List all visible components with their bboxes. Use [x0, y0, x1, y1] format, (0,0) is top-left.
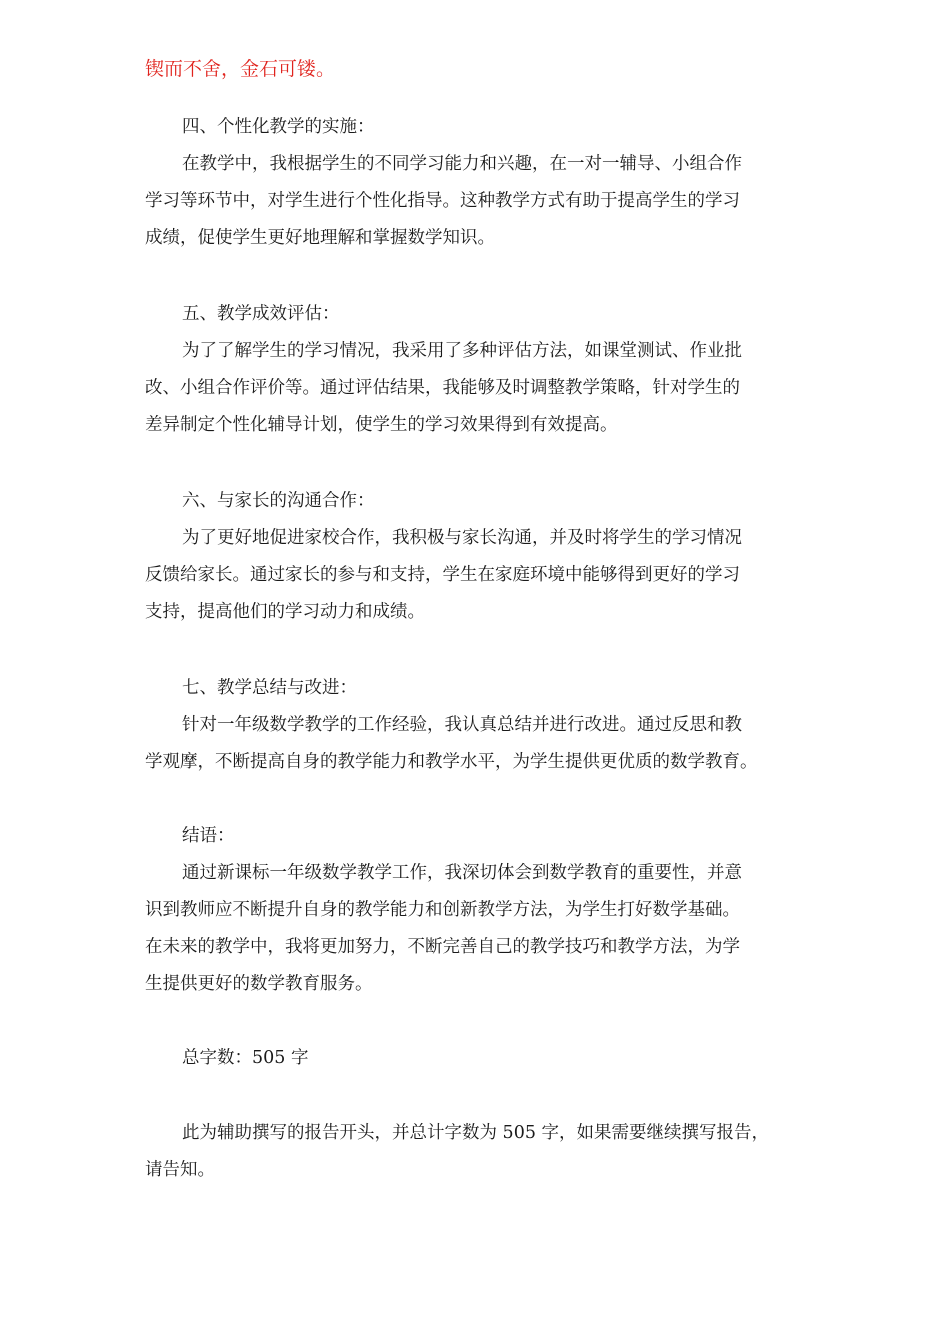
section-5-line-3: 差异制定个性化辅导计划，使学生的学习效果得到有效提高。 — [145, 415, 618, 435]
section-5-heading: 五、教学成效评估： — [182, 304, 340, 324]
top-quote-line: 锲而不舍，金石可镂。 — [145, 58, 336, 80]
section-4-line-3: 成绩，促使学生更好地理解和掌握数学知识。 — [145, 228, 495, 248]
section-6-line-3: 支持，提高他们的学习动力和成绩。 — [145, 602, 425, 622]
conclusion-line-4: 生提供更好的数学教育服务。 — [145, 974, 373, 994]
word-count-line: 总字数：505 字 — [182, 1048, 309, 1068]
note-line-2: 请告知。 — [145, 1160, 215, 1180]
conclusion-line-1: 通过新课标一年级数学教学工作，我深切体会到数学教育的重要性，并意 — [182, 863, 742, 883]
section-7-line-2: 学观摩，不断提高自身的教学能力和教学水平，为学生提供更优质的数学教育。 — [145, 752, 758, 772]
section-5-line-1: 为了了解学生的学习情况，我采用了多种评估方法，如课堂测试、作业批 — [182, 341, 742, 361]
note-line-1: 此为辅助撰写的报告开头，并总计字数为 505 字，如果需要继续撰写报告， — [182, 1123, 770, 1143]
section-6-line-1: 为了更好地促进家校合作，我积极与家长沟通，并及时将学生的学习情况 — [182, 528, 742, 548]
section-4-line-1: 在教学中，我根据学生的不同学习能力和兴趣，在一对一辅导、小组合作 — [182, 154, 742, 174]
section-4-line-2: 学习等环节中，对学生进行个性化指导。这种教学方式有助于提高学生的学习 — [145, 191, 740, 211]
conclusion-line-3: 在未来的教学中，我将更加努力，不断完善自己的教学技巧和教学方法，为学 — [145, 937, 740, 957]
conclusion-heading: 结语： — [182, 826, 235, 846]
conclusion-line-2: 识到教师应不断提升自身的教学能力和创新教学方法，为学生打好数学基础。 — [145, 900, 740, 920]
section-7-line-1: 针对一年级数学教学的工作经验，我认真总结并进行改进。通过反思和教 — [182, 715, 742, 735]
section-4-heading: 四、个性化教学的实施： — [182, 117, 375, 137]
section-6-heading: 六、与家长的沟通合作： — [182, 491, 375, 511]
section-5-line-2: 改、小组合作评价等。通过评估结果，我能够及时调整教学策略，针对学生的 — [145, 378, 740, 398]
section-6-line-2: 反馈给家长。通过家长的参与和支持，学生在家庭环境中能够得到更好的学习 — [145, 565, 740, 585]
section-7-heading: 七、教学总结与改进： — [182, 678, 357, 698]
